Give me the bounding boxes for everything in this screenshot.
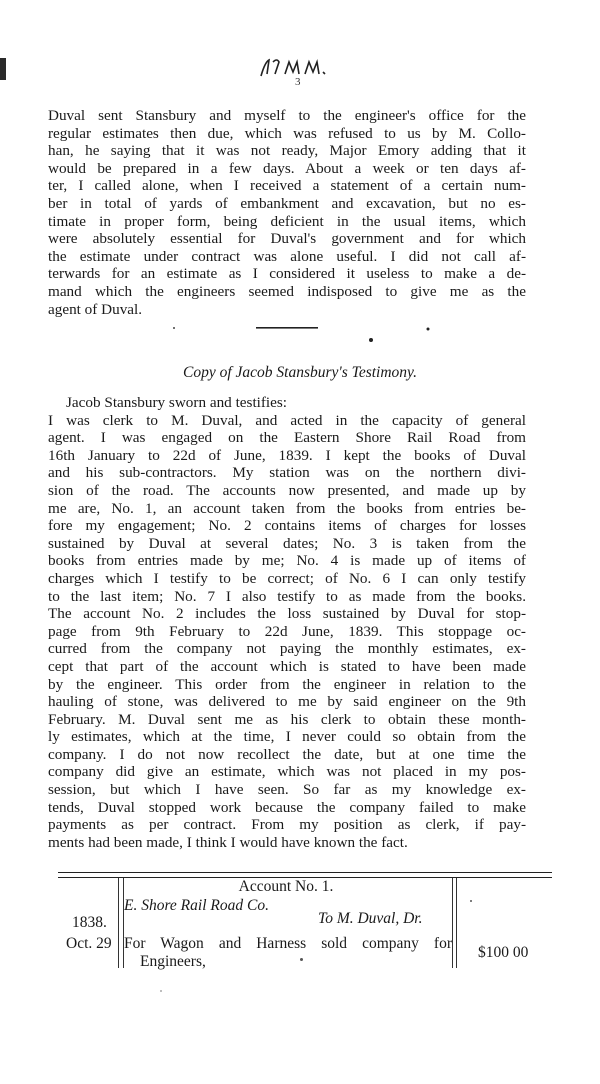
text-line: payments as per contract. From my position as clerk, if pay- — [48, 816, 526, 834]
account-description-continued: Engineers, — [140, 953, 206, 970]
text-line: ter, I called alone, when I received a statement of a certain num- — [48, 177, 526, 195]
text-line: tends, Duval stopped work because the company failed to make — [48, 798, 526, 816]
text-line: company did give an estimate, which was not placed in my pos- — [48, 763, 526, 781]
account-title: Account No. 1. — [238, 878, 334, 895]
account-year: 1838. — [72, 914, 107, 931]
account-column-rule-left — [118, 878, 119, 968]
text-line: hauling of stone, was delivered to me by said engineer on the 9th — [48, 693, 526, 711]
section-heading: Copy of Jacob Stansbury's Testimony. — [183, 364, 417, 381]
print-speck — [300, 958, 303, 961]
text-line: ments had been made, I think I would have known the fact. — [48, 833, 408, 851]
text-line: page from 9th February to 22d June, 1839. This stoppage oc- — [48, 622, 526, 640]
text-line: agent of Duval. — [48, 300, 143, 318]
text-line: timate in proper form, being deficient in the usual items, which — [48, 212, 526, 230]
account-date: Oct. 29 — [66, 935, 112, 952]
text-line: were absolutely essential for Duval's government and for which — [48, 230, 526, 248]
text-line: by the engineer. This order from the engineer in relation to the — [48, 675, 526, 693]
text-line: terwards for an estimate as I considered it useless to make a de- — [48, 265, 526, 283]
paragraph-continued — [48, 107, 526, 318]
text-line: fore my engagement; No. 2 contains items of charges for losses — [48, 517, 526, 535]
text-line: 16th January to 22d of June, 1839. I kept the books of Duval — [48, 446, 526, 464]
text-line: the estimate under contract was alone useful. I did not call af- — [48, 247, 526, 265]
print-speck — [160, 990, 162, 992]
text-line: company. I do not now recollect the date, but at one time the — [48, 745, 526, 763]
handwritten-page-mark — [255, 52, 345, 86]
text-line: sustained by Duval at several dates; No. 3 is taken from the — [48, 534, 526, 552]
testimony-paragraph — [48, 394, 526, 851]
text-line: Jacob Stansbury sworn and testifies: — [66, 394, 288, 411]
account-top-rule — [58, 872, 552, 873]
text-line: sion of the road. The accounts now presented, and made up by — [48, 481, 526, 499]
text-line: curred from the company not paying the monthly estimates, ex- — [48, 640, 526, 658]
text-line: would be prepared in a few days. About a week or ten days af- — [48, 159, 526, 177]
text-line: February. M. Duval sent me as his clerk to obtain these month- — [48, 710, 526, 728]
account-amount: $100 00 — [478, 944, 529, 961]
text-line: I was clerk to M. Duval, and acted in the capacity of general — [48, 411, 526, 429]
text-line: me are, No. 1, an account taken from the books from entries be- — [48, 499, 526, 517]
text-line: Duval sent Stansbury and myself to the engineer's office for the — [48, 107, 526, 124]
text-line: The account No. 2 includes the loss sustained by Duval for stop- — [48, 605, 526, 623]
page-number: 3 — [295, 76, 301, 86]
text-line: to the last item; No. 7 I also testify to as made from the books. — [48, 587, 526, 605]
text-line: mand which the engineers seemed indisposed to give me as the — [48, 282, 526, 300]
text-line: cept that part of the account which is stated to have been made — [48, 657, 526, 675]
text-line: books from entries made by me; No. 4 is made up of items of — [48, 552, 526, 570]
text-line: han, he saying that it was not ready, Major Emory adding that it — [48, 142, 526, 160]
text-line: and his sub-contractors. My station was on the northern divi- — [48, 464, 526, 482]
text-line: ber in total of yards of embankment and excavation, but no es- — [48, 194, 526, 212]
text-line: charges which I testify to be correct; of No. 6 I can only testify — [48, 569, 526, 587]
text-line: ly estimates, which at the time, I never could so obtain from the — [48, 728, 526, 746]
print-speck — [470, 900, 472, 902]
account-column-rule-right-inner — [456, 878, 457, 968]
text-line: session, but which I have seen. So far as my knowledge ex- — [48, 781, 526, 799]
section-divider — [48, 325, 528, 345]
text-line: regular estimates then due, which was refused to us by M. Collo- — [48, 124, 526, 142]
account-company: E. Shore Rail Road Co. — [124, 897, 269, 914]
account-creditor: To M. Duval, Dr. — [318, 910, 423, 927]
binding-edge-mark — [0, 58, 6, 80]
text-line: agent. I was engaged on the Eastern Shore Rail Road from — [48, 429, 526, 447]
account-description: For Wagon and Harness sold company for — [124, 935, 452, 952]
account-column-rule-right — [452, 878, 453, 968]
